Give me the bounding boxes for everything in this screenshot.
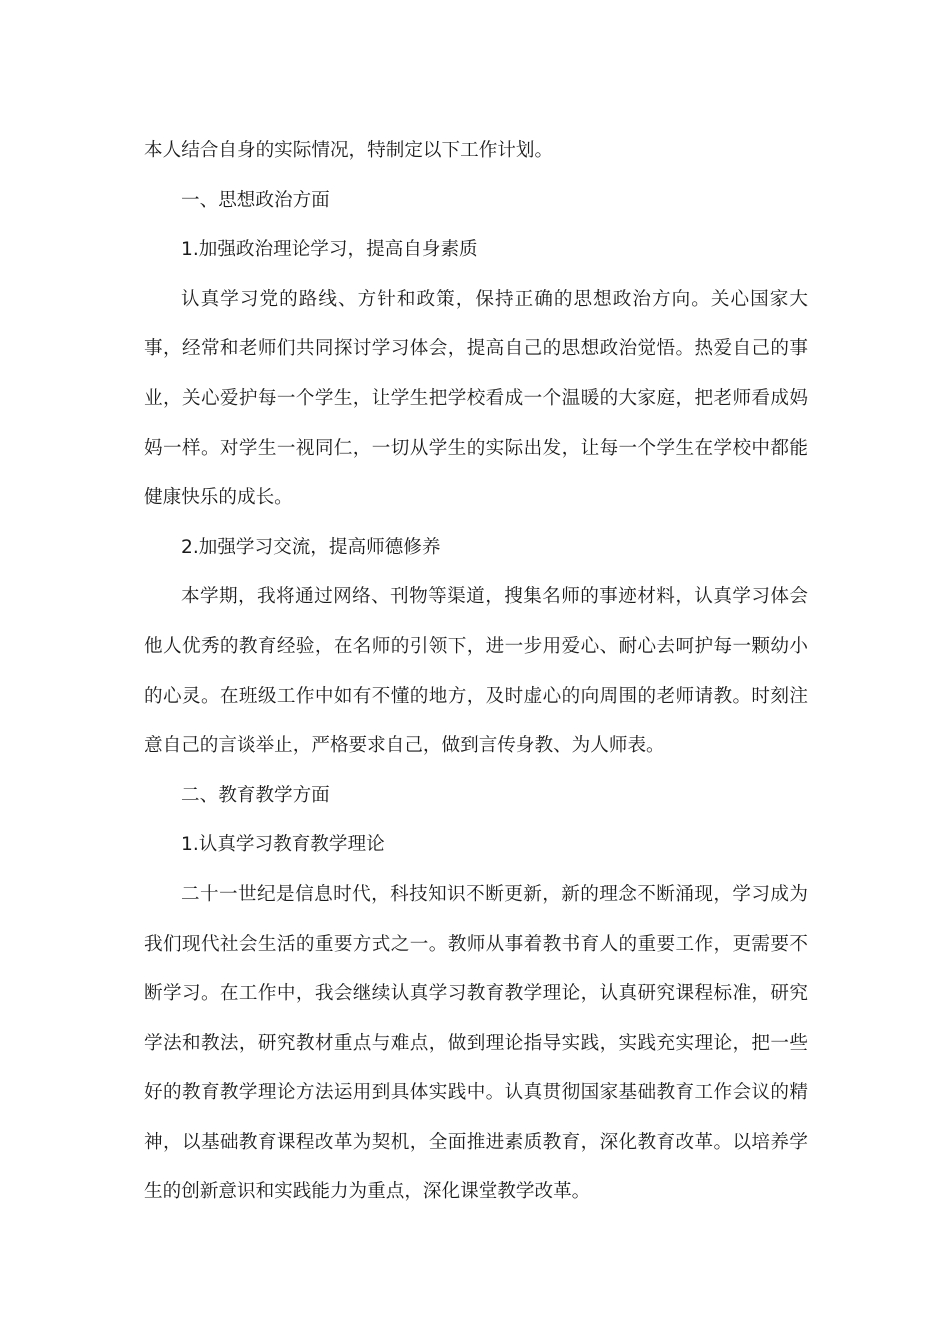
section-heading-teaching: 二、教育教学方面 [181,784,330,806]
body-paragraph: 二十一世纪是信息时代，科技知识不断更新，新的理念不断涌现，学习成为我们现代社会生活的重要方式之一。教师从事着教书育人的重要工作，更需要不断学习。在工作中，我会继续认真学习教育教学理论，认真研究课程标准，研究学法和教法，研究教材重点与难点，做到理论指导实践，实践充实理论，把一些好的教育教学理论方法运用到具体实践中。认真贯彻国家基础教育工作会议的精神，以基础教育课程改革为契机，全面推进素质教育，深化教育改革。以培养学生的创新意识和实践能力为重点，深化课堂教学改革。 [144,883,808,1203]
body-paragraph: 本学期，我将通过网络、刊物等渠道，搜集名师的事迹材料，认真学习体会他人优秀的教育经验，在名师的引领下，进一步用爱心、耐心去呵护每一颗幼小的心灵。在班级工作中如有不懂的地方，及时虚心的向周围的老师请教。时刻注意自己的言谈举止，严格要求自己，做到言传身教、为人师表。 [144,586,808,757]
intro-paragraph: 本人结合自身的实际情况，特制定以下工作计划。 [144,140,554,161]
body-paragraph: 认真学习党的路线、方针和政策，保持正确的思想政治方向。关心国家大事，经常和老师们共同探讨学习体会，提高自己的思想政治觉悟。热爱自己的事业，关心爱护每一个学生，让学生把学校看成一个温暖的大家庭，把老师看成妈妈一样。对学生一视同仁，一切从学生的实际出发，让每一个学生在学校中都能健康快乐的成长。 [144,288,808,509]
document-body [144,126,808,1217]
subheading-political-study: 1.加强政治理论学习，提高自身素质 [181,239,478,261]
subheading-teaching-theory: 1.认真学习教育教学理论 [181,834,385,856]
subheading-ethics: 2.加强学习交流，提高师德修养 [181,536,441,558]
section-heading-ideology: 一、思想政治方面 [181,189,330,211]
